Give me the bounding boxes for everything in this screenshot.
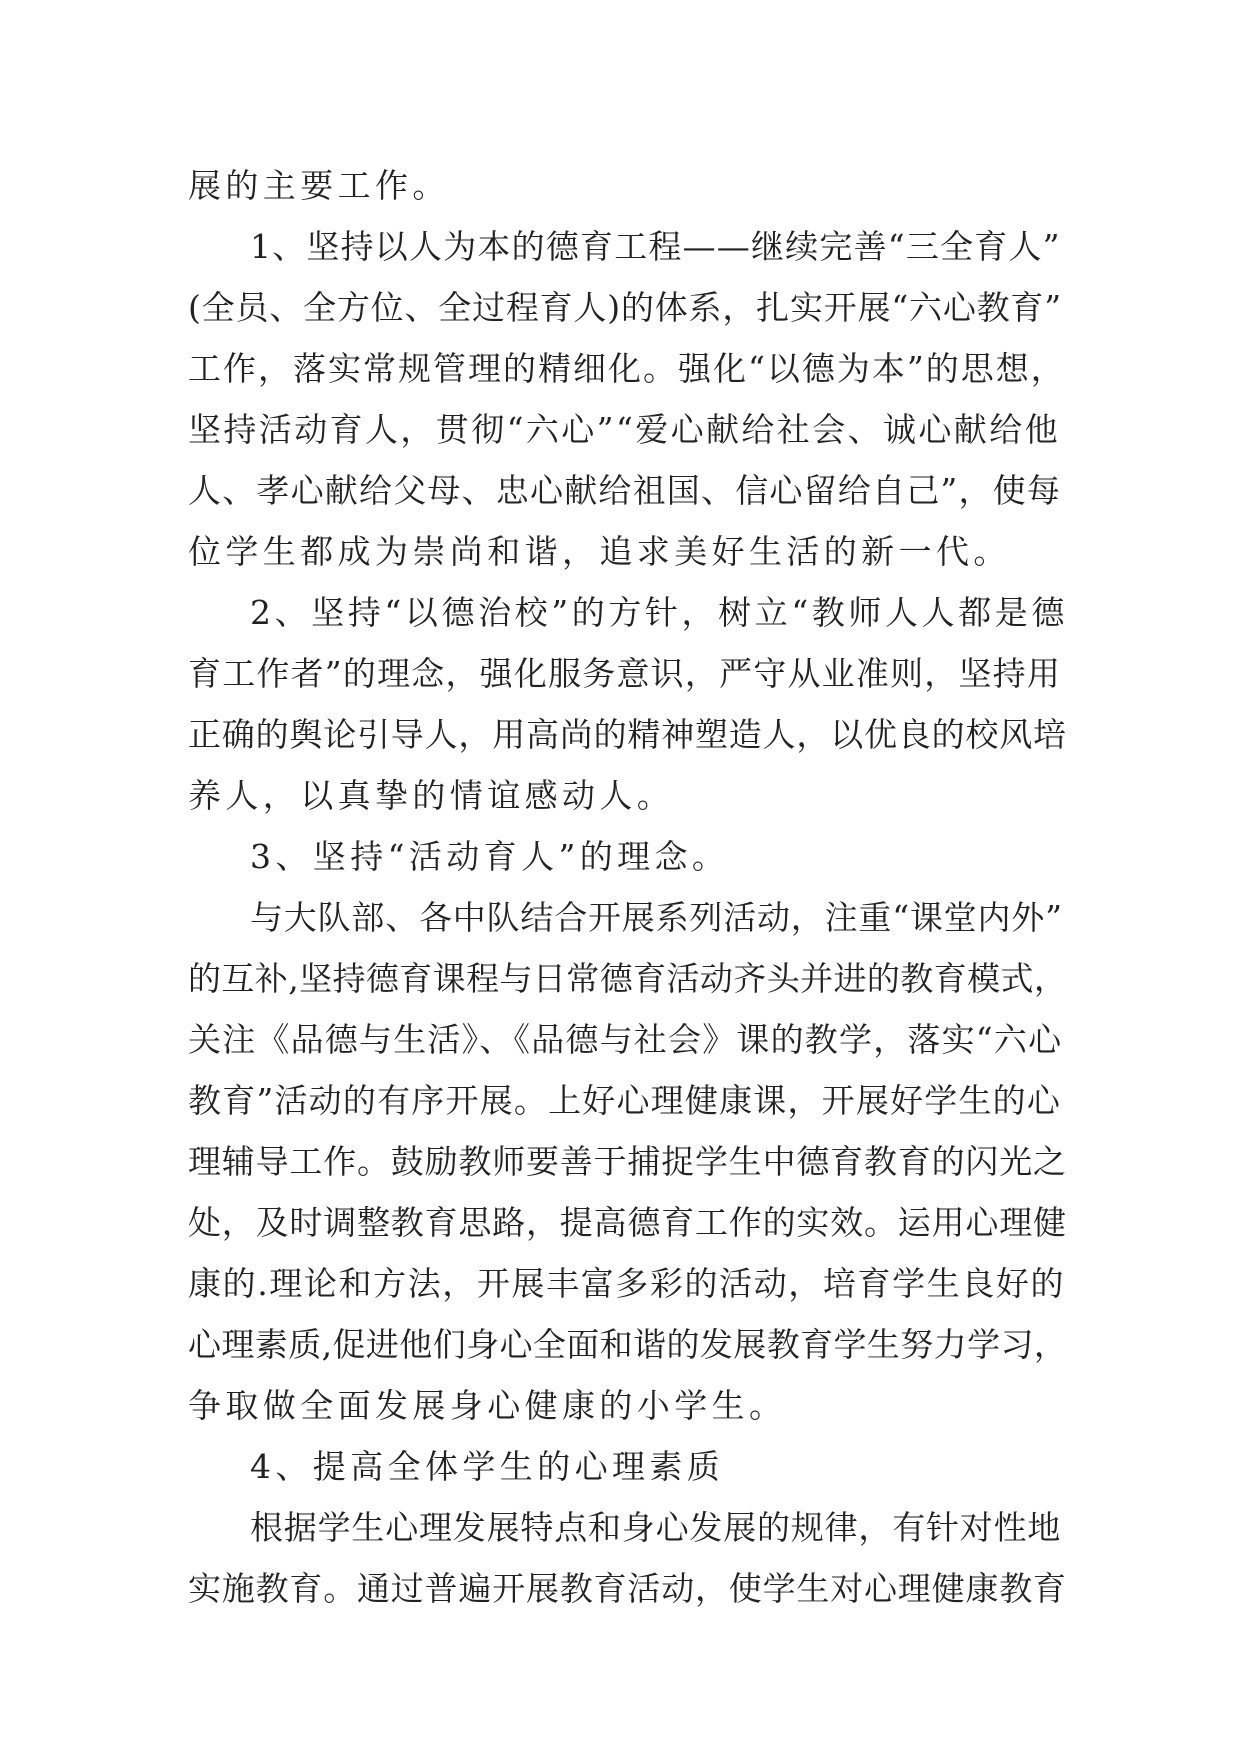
text-line: 1、坚持以人为本的德育工程——继续完善“三全育人” <box>250 227 1061 266</box>
text-line: 4、提高全体学生的心理素质 <box>250 1447 725 1486</box>
text-line: 坚持活动育人，贯彻“六心”“爱心献给社会、诚心献给他 <box>188 410 1061 449</box>
text-line: 心理素质,促进他们身心全面和谐的发展教育学生努力学习， <box>188 1325 1068 1364</box>
text-line: 位学生都成为崇尚和谐，追求美好生活的新一代。 <box>188 532 1011 571</box>
text-line: 正确的舆论引导人，用高尚的精神塑造人，以优良的校风培 <box>188 715 1067 754</box>
text-line: 与大队部、各中队结合开展系列活动，注重“课堂内外” <box>250 898 1063 937</box>
text-line: 康的.理论和方法，开展丰富多彩的活动，培育学生良好的 <box>188 1264 1066 1303</box>
text-line: 理辅导工作。鼓励教师要善于捕捉学生中德育教育的闪光之 <box>188 1142 1067 1181</box>
text-line: 关注《品德与生活》、《品德与社会》课的教学，落实“六心 <box>188 1020 1063 1059</box>
text-line: 人、孝心献给父母、忠心献给祖国、信心留给自己”，使每 <box>188 471 1062 510</box>
text-line: 3、坚持“活动育人”的理念。 <box>250 837 730 876</box>
text-line: 争取做全面发展身心健康的小学生。 <box>188 1386 787 1425</box>
text-line: 工作，落实常规管理的精细化。强化“以德为本”的思想， <box>188 349 1066 388</box>
text-line: (全员、全方位、全过程育人)的体系，扎实开展“六心教育” <box>188 288 1062 327</box>
text-line: 展的主要工作。 <box>188 166 450 205</box>
text-line: 育工作者”的理念，强化服务意识，严守从业准则，坚持用 <box>188 654 1062 693</box>
text-line: 教育”活动的有序开展。上好心理健康课，开展好学生的心 <box>188 1081 1062 1120</box>
text-line: 的互补,坚持德育课程与日常德育活动齐头并进的教育模式， <box>188 959 1068 998</box>
text-line: 处，及时调整教育思路，提高德育工作的实效。运用心理健 <box>188 1203 1067 1242</box>
body-text <box>188 155 1068 1619</box>
text-line: 实施教育。通过普遍开展教育活动，使学生对心理健康教育 <box>188 1569 1067 1608</box>
text-line: 根据学生心理发展特点和身心发展的规律，有针对性地 <box>250 1508 1062 1547</box>
text-line: 养人，以真挚的情谊感动人。 <box>188 776 675 815</box>
text-line: 2、坚持“以德治校”的方针，树立“教师人人都是德 <box>250 593 1069 632</box>
